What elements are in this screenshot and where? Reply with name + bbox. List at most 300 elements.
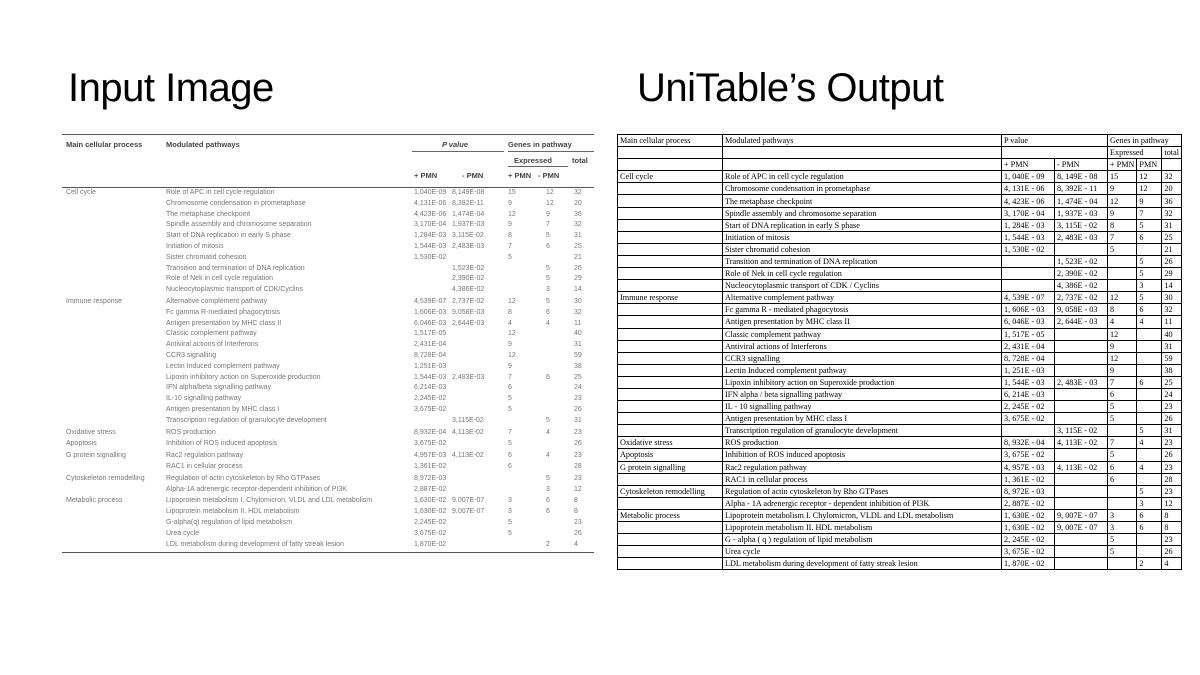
input-total-cell: 24 — [574, 384, 582, 392]
output-table-row — [618, 352, 1182, 364]
output-total-cell: 25 — [1162, 376, 1182, 388]
input-table-row — [62, 231, 594, 242]
output-table-row — [618, 509, 1182, 521]
output-pathway-cell: G - alpha ( q ) regulation of lipid metabolism — [723, 534, 1002, 546]
output-header-modulated: Modulated pathways — [723, 135, 1002, 147]
input-minus-pmn-pvalue-cell: 3,115E-02 — [452, 416, 484, 424]
output-pathway-cell: ROS production — [723, 437, 1002, 449]
input-plus-pmn-genes-cell: 7 — [508, 373, 512, 381]
output-pathway-cell: The metaphase checkpoint — [723, 195, 1002, 207]
input-pathway-cell: Transition and termination of DNA replication — [166, 264, 305, 272]
output-total-cell: 40 — [1162, 328, 1182, 340]
input-plus-pmn-pvalue-cell: 2,245E-02 — [414, 518, 447, 526]
input-header-plus-pmn-genes: + PMN — [508, 171, 532, 180]
input-plus-pmn-genes-cell: 12 — [508, 351, 516, 359]
output-pathway-cell: Classic complement pathway — [723, 328, 1002, 340]
input-minus-pmn-pvalue-cell: 1,474E-04 — [452, 210, 485, 218]
input-minus-pmn-genes-cell: 6 — [546, 308, 550, 316]
output-process-cell — [618, 352, 723, 364]
input-table-row — [62, 188, 594, 199]
output-pathway-cell: Chromosome condensation in prometaphase — [723, 183, 1002, 195]
output-plus-pmn-genes-cell: 6 — [1108, 473, 1137, 485]
output-table-row — [618, 546, 1182, 558]
output-minus-pmn-genes-cell — [1137, 534, 1162, 546]
output-minus-pmn-genes-cell: 5 — [1137, 292, 1162, 304]
output-minus-pmn-genes-cell: 12 — [1137, 183, 1162, 195]
output-minus-pmn-pvalue-cell: 8, 149E - 08 — [1055, 171, 1108, 183]
input-table-row — [62, 428, 594, 439]
output-total-cell: 26 — [1162, 546, 1182, 558]
input-table-row — [62, 319, 594, 330]
input-plus-pmn-pvalue-cell: 8,932E-04 — [414, 428, 447, 436]
output-minus-pmn-genes-cell — [1137, 449, 1162, 461]
output-pathway-cell: Role of APC in cell cycle regulation — [723, 171, 1002, 183]
input-minus-pmn-pvalue-cell: 9,007E-07 — [452, 508, 485, 516]
output-plus-pmn-genes-cell: 6 — [1108, 461, 1137, 473]
output-plus-pmn-pvalue-cell: 2, 431E - 04 — [1002, 340, 1055, 352]
output-total-cell: 26 — [1162, 449, 1182, 461]
output-total-cell: 24 — [1162, 388, 1182, 400]
input-plus-pmn-genes-cell: 9 — [508, 199, 512, 207]
output-total-cell: 32 — [1162, 171, 1182, 183]
output-minus-pmn-genes-cell — [1137, 413, 1162, 425]
output-minus-pmn-pvalue-cell: 3, 115E - 02 — [1055, 425, 1108, 437]
output-minus-pmn-pvalue-cell — [1055, 364, 1108, 376]
output-total-cell: 26 — [1162, 413, 1182, 425]
output-process-cell — [618, 522, 723, 534]
input-header-rule-genes — [508, 151, 594, 152]
output-process-cell: Metabolic process — [618, 509, 723, 521]
output-minus-pmn-genes-cell: 6 — [1137, 509, 1162, 521]
output-header-main-process: Main cellular process — [618, 135, 723, 147]
input-pathway-cell: Initiation of mitosis — [166, 242, 224, 250]
input-minus-pmn-genes-cell: 5 — [546, 416, 550, 424]
input-total-cell: 20 — [574, 199, 582, 207]
output-minus-pmn-genes-cell: 4 — [1137, 316, 1162, 328]
output-pathway-cell: Rac2 regulation pathway — [723, 461, 1002, 473]
input-pathway-cell: IL-10 signalling pathway — [166, 395, 242, 403]
input-plus-pmn-pvalue-cell: 2,431E-04 — [414, 341, 447, 349]
input-header-minus-pmn: - PMN — [462, 171, 484, 180]
input-total-cell: 59 — [574, 351, 582, 359]
output-plus-pmn-genes-cell: 5 — [1108, 413, 1137, 425]
output-pathway-cell: CCR3 signalling — [723, 352, 1002, 364]
output-total-cell: 8 — [1162, 509, 1182, 521]
input-table-row — [62, 362, 594, 373]
input-total-cell: 31 — [574, 341, 582, 349]
output-pathway-cell: Initiation of mitosis — [723, 231, 1002, 243]
unitable-output-heading: UniTable’s Output — [637, 66, 944, 110]
output-minus-pmn-genes-cell: 5 — [1137, 219, 1162, 231]
input-plus-pmn-pvalue-cell: 1,361E-02 — [414, 462, 447, 470]
input-table-row — [62, 220, 594, 231]
input-plus-pmn-genes-cell: 5 — [508, 253, 512, 261]
input-plus-pmn-pvalue-cell: 1,284E-03 — [414, 232, 447, 240]
output-plus-pmn-pvalue-cell: 6, 046E - 03 — [1002, 316, 1055, 328]
input-table-bottom-rule — [62, 552, 594, 553]
output-table-row — [618, 534, 1182, 546]
output-minus-pmn-pvalue-cell: 4, 386E - 02 — [1055, 280, 1108, 292]
input-total-cell: 30 — [574, 297, 582, 305]
input-minus-pmn-pvalue-cell: 2,483E-03 — [452, 373, 485, 381]
output-process-cell — [618, 558, 723, 570]
output-total-cell: 31 — [1162, 425, 1182, 437]
input-pathway-cell: Lectin Induced complement pathway — [166, 362, 280, 370]
output-process-cell — [618, 534, 723, 546]
output-plus-pmn-genes-cell — [1108, 425, 1137, 437]
input-total-cell: 29 — [574, 275, 582, 283]
output-header-plus-pmn-genes: + PMN — [1108, 159, 1137, 171]
output-plus-pmn-pvalue-cell: 2, 887E - 02 — [1002, 497, 1055, 509]
input-total-cell: 26 — [574, 529, 582, 537]
input-plus-pmn-pvalue-cell: 1,517E-05 — [414, 330, 447, 338]
input-minus-pmn-pvalue-cell: 4,113E-02 — [452, 428, 484, 436]
input-table-row — [62, 474, 594, 485]
input-pathway-cell: G-alpha(q) regulation of lipid metabolism — [166, 518, 293, 526]
output-header-row-1 — [618, 135, 1182, 147]
input-minus-pmn-pvalue-cell: 8,392E-11 — [452, 199, 484, 207]
input-minus-pmn-genes-cell: 3 — [546, 286, 550, 294]
output-header-genes: Genes in pathway — [1108, 135, 1182, 147]
output-process-cell — [618, 328, 723, 340]
input-minus-pmn-pvalue-cell: 2,390E-02 — [452, 275, 485, 283]
input-pathway-cell: Lipoprotein metabolism I. Chylomicron, VLDL and LDL metabolism — [166, 497, 373, 505]
output-minus-pmn-pvalue-cell — [1055, 534, 1108, 546]
output-table-row — [618, 207, 1182, 219]
input-total-cell: 28 — [574, 462, 582, 470]
output-table-row — [618, 364, 1182, 376]
output-plus-pmn-genes-cell: 5 — [1108, 546, 1137, 558]
output-plus-pmn-pvalue-cell: 3, 675E - 02 — [1002, 546, 1055, 558]
input-image-heading: Input Image — [68, 66, 274, 110]
output-plus-pmn-pvalue-cell: 1, 630E - 02 — [1002, 522, 1055, 534]
output-total-cell: 23 — [1162, 437, 1182, 449]
output-process-cell — [618, 388, 723, 400]
output-table-row — [618, 449, 1182, 461]
output-process-cell: G protein signalling — [618, 461, 723, 473]
output-minus-pmn-pvalue-cell — [1055, 340, 1108, 352]
output-total-cell: 32 — [1162, 207, 1182, 219]
input-plus-pmn-genes-cell: 12 — [508, 330, 516, 338]
output-total-cell: 25 — [1162, 231, 1182, 243]
output-table-row — [618, 340, 1182, 352]
output-total-cell: 21 — [1162, 243, 1182, 255]
output-table-row — [618, 316, 1182, 328]
input-total-cell: 8 — [574, 497, 578, 505]
output-minus-pmn-pvalue-cell: 2, 737E - 02 — [1055, 292, 1108, 304]
output-total-cell: 23 — [1162, 461, 1182, 473]
input-plus-pmn-pvalue-cell: 1,530E-02 — [414, 253, 447, 261]
input-process-cell: Immune response — [66, 297, 123, 305]
output-pathway-cell: Regulation of actin cytoskeleton by Rho GTPases — [723, 485, 1002, 497]
output-plus-pmn-genes-cell: 12 — [1108, 352, 1137, 364]
output-process-cell — [618, 231, 723, 243]
input-table-row — [62, 394, 594, 405]
input-plus-pmn-genes-cell: 6 — [508, 384, 512, 392]
output-pathway-cell: Antigen presentation by MHC class II — [723, 316, 1002, 328]
output-minus-pmn-genes-cell — [1137, 473, 1162, 485]
input-pathway-cell: Alternative complement pathway — [166, 297, 268, 305]
output-plus-pmn-genes-cell — [1108, 558, 1137, 570]
output-plus-pmn-genes-cell: 4 — [1108, 316, 1137, 328]
output-table-row — [618, 268, 1182, 280]
output-table-row — [618, 485, 1182, 497]
output-plus-pmn-pvalue-cell — [1002, 255, 1055, 267]
output-header-blank — [618, 147, 723, 159]
output-minus-pmn-pvalue-cell: 4, 113E - 02 — [1055, 461, 1108, 473]
input-plus-pmn-genes-cell: 9 — [508, 362, 512, 370]
input-plus-pmn-pvalue-cell: 1,606E-03 — [414, 308, 447, 316]
input-total-cell: 11 — [574, 319, 582, 327]
input-total-cell: 23 — [574, 518, 582, 526]
input-pathway-cell: Transcription regulation of granulocyte development — [166, 416, 327, 424]
input-minus-pmn-pvalue-cell: 2,483E-03 — [452, 242, 485, 250]
input-plus-pmn-genes-cell: 5 — [508, 395, 512, 403]
input-header-total: total — [572, 156, 588, 165]
input-minus-pmn-genes-cell: 5 — [546, 264, 550, 272]
output-plus-pmn-pvalue-cell: 3, 170E - 04 — [1002, 207, 1055, 219]
input-minus-pmn-genes-cell: 3 — [546, 485, 550, 493]
input-total-cell: 32 — [574, 189, 582, 196]
output-plus-pmn-genes-cell: 7 — [1108, 376, 1137, 388]
input-total-cell: 31 — [574, 416, 582, 424]
input-minus-pmn-pvalue-cell: 3,115E-02 — [452, 232, 484, 240]
input-minus-pmn-pvalue-cell: 4,113E-02 — [452, 452, 484, 460]
output-table-row — [618, 522, 1182, 534]
input-image-table — [62, 134, 594, 553]
input-pathway-cell: IFN alpha/beta signalling pathway — [166, 384, 272, 392]
output-total-cell: 29 — [1162, 268, 1182, 280]
output-process-cell — [618, 207, 723, 219]
output-plus-pmn-pvalue-cell: 1, 251E - 03 — [1002, 364, 1055, 376]
output-plus-pmn-pvalue-cell: 3, 675E - 02 — [1002, 413, 1055, 425]
output-minus-pmn-genes-cell — [1137, 364, 1162, 376]
input-plus-pmn-genes-cell: 5 — [508, 440, 512, 448]
output-plus-pmn-genes-cell: 12 — [1108, 195, 1137, 207]
output-plus-pmn-pvalue-cell: 6, 214E - 03 — [1002, 388, 1055, 400]
input-plus-pmn-pvalue-cell: 1,630E-02 — [414, 497, 447, 505]
input-minus-pmn-pvalue-cell: 1,523E-02 — [452, 264, 485, 272]
input-header-p-value: P value — [442, 140, 468, 149]
output-minus-pmn-pvalue-cell: 2, 644E - 03 — [1055, 316, 1108, 328]
output-minus-pmn-genes-cell: 3 — [1137, 280, 1162, 292]
output-minus-pmn-pvalue-cell — [1055, 546, 1108, 558]
output-header-expressed: Expressed — [1108, 147, 1162, 159]
input-plus-pmn-pvalue-cell: 8,728E-04 — [414, 351, 447, 359]
input-minus-pmn-genes-cell: 5 — [546, 474, 550, 482]
output-process-cell: Immune response — [618, 292, 723, 304]
output-process-cell — [618, 364, 723, 376]
output-header-blank — [618, 159, 723, 171]
input-table-row — [62, 264, 594, 275]
output-total-cell: 23 — [1162, 401, 1182, 413]
output-table-row — [618, 425, 1182, 437]
output-process-cell — [618, 340, 723, 352]
input-minus-pmn-genes-cell: 9 — [546, 210, 550, 218]
output-plus-pmn-pvalue-cell: 1, 040E - 09 — [1002, 171, 1055, 183]
output-plus-pmn-genes-cell: 7 — [1108, 231, 1137, 243]
output-plus-pmn-genes-cell: 12 — [1108, 328, 1137, 340]
output-pathway-cell: Transcription regulation of granulocyte development — [723, 425, 1002, 437]
output-process-cell — [618, 183, 723, 195]
output-minus-pmn-genes-cell: 4 — [1137, 437, 1162, 449]
output-total-cell: 31 — [1162, 340, 1182, 352]
output-table-row — [618, 437, 1182, 449]
output-table-row — [618, 558, 1182, 570]
output-minus-pmn-genes-cell: 6 — [1137, 522, 1162, 534]
input-header-modulated: Modulated pathways — [166, 140, 240, 149]
input-process-cell: Oxidative stress — [66, 428, 116, 436]
input-table-row — [62, 485, 594, 496]
input-plus-pmn-pvalue-cell: 8,972E-03 — [414, 474, 447, 482]
input-plus-pmn-pvalue-cell: 2,887E-02 — [414, 485, 447, 493]
input-minus-pmn-genes-cell: 5 — [546, 297, 550, 305]
input-plus-pmn-genes-cell: 15 — [508, 189, 516, 196]
input-table-row — [62, 529, 594, 540]
input-minus-pmn-genes-cell: 4 — [546, 452, 550, 460]
output-process-cell — [618, 413, 723, 425]
input-total-cell: 23 — [574, 395, 582, 403]
input-plus-pmn-pvalue-cell: 3,170E-04 — [414, 221, 447, 229]
output-minus-pmn-pvalue-cell: 1, 474E - 04 — [1055, 195, 1108, 207]
input-minus-pmn-genes-cell: 6 — [546, 242, 550, 250]
output-table-row — [618, 219, 1182, 231]
input-plus-pmn-genes-cell: 12 — [508, 297, 516, 305]
input-minus-pmn-genes-cell: 5 — [546, 275, 550, 283]
output-total-cell: 28 — [1162, 473, 1182, 485]
input-minus-pmn-genes-cell: 2 — [546, 540, 550, 548]
input-table-row — [62, 242, 594, 253]
output-minus-pmn-genes-cell: 2 — [1137, 558, 1162, 570]
input-pathway-cell: Role of Nek in cell cycle regulation — [166, 275, 273, 283]
output-table-row — [618, 243, 1182, 255]
output-plus-pmn-genes-cell: 7 — [1108, 437, 1137, 449]
output-process-cell — [618, 243, 723, 255]
input-total-cell: 32 — [574, 221, 582, 229]
output-header-row-3 — [618, 159, 1182, 171]
output-header-p-value: P value — [1002, 135, 1108, 147]
input-pathway-cell: Lipoxin inhibitory action on Superoxide production — [166, 373, 321, 381]
input-total-cell: 23 — [574, 474, 582, 482]
input-plus-pmn-pvalue-cell: 3,675E-02 — [414, 440, 447, 448]
output-table-row — [618, 497, 1182, 509]
input-minus-pmn-pvalue-cell: 8,149E-08 — [452, 189, 485, 196]
output-minus-pmn-pvalue-cell — [1055, 413, 1108, 425]
input-table-row — [62, 540, 594, 551]
input-minus-pmn-genes-cell: 6 — [546, 373, 550, 381]
output-minus-pmn-pvalue-cell — [1055, 243, 1108, 255]
output-plus-pmn-genes-cell: 9 — [1108, 183, 1137, 195]
output-header-total: total — [1162, 147, 1182, 159]
input-total-cell: 8 — [574, 508, 578, 516]
output-total-cell: 14 — [1162, 280, 1182, 292]
output-minus-pmn-pvalue-cell: 4, 113E - 02 — [1055, 437, 1108, 449]
output-plus-pmn-genes-cell: 5 — [1108, 534, 1137, 546]
output-process-cell — [618, 401, 723, 413]
output-table-row — [618, 376, 1182, 388]
output-plus-pmn-genes-cell: 5 — [1108, 243, 1137, 255]
input-plus-pmn-genes-cell: 9 — [508, 221, 512, 229]
input-table-row — [62, 507, 594, 518]
output-table-row — [618, 292, 1182, 304]
input-plus-pmn-pvalue-cell: 4,423E-06 — [414, 210, 447, 218]
input-total-cell: 31 — [574, 232, 582, 240]
output-minus-pmn-pvalue-cell — [1055, 401, 1108, 413]
input-minus-pmn-pvalue-cell: 4,386E-02 — [452, 286, 485, 294]
input-header-genes: Genes in pathway — [508, 140, 572, 149]
input-pathway-cell: Alpha-1A adrenergic receptor-dependent inhibition of PI3K — [166, 485, 347, 493]
output-minus-pmn-genes-cell — [1137, 352, 1162, 364]
output-minus-pmn-pvalue-cell: 2, 483E - 03 — [1055, 231, 1108, 243]
output-minus-pmn-pvalue-cell: 2, 390E - 02 — [1055, 268, 1108, 280]
output-process-cell — [618, 268, 723, 280]
output-pathway-cell: Nucleocytoplasmic transport of CDK / Cyclins — [723, 280, 1002, 292]
output-minus-pmn-pvalue-cell: 9, 007E - 07 — [1055, 522, 1108, 534]
output-table-row — [618, 388, 1182, 400]
output-table-body — [618, 135, 1182, 570]
input-table-header — [62, 134, 594, 188]
input-minus-pmn-genes-cell: 6 — [546, 497, 550, 505]
output-pathway-cell: Lipoxin inhibitory action on Superoxide production — [723, 376, 1002, 388]
output-process-cell — [618, 255, 723, 267]
input-table-row — [62, 405, 594, 416]
input-plus-pmn-pvalue-cell: 1,630E-02 — [414, 508, 447, 516]
output-total-cell: 23 — [1162, 485, 1182, 497]
unitable-output-table — [617, 134, 1182, 570]
input-minus-pmn-pvalue-cell: 9,007E-07 — [452, 497, 485, 505]
input-plus-pmn-pvalue-cell: 6,214E-03 — [414, 384, 447, 392]
input-minus-pmn-genes-cell: 12 — [546, 189, 554, 196]
output-plus-pmn-genes-cell: 3 — [1108, 522, 1137, 534]
input-plus-pmn-pvalue-cell: 1,251E-03 — [414, 362, 447, 370]
output-process-cell — [618, 376, 723, 388]
output-table-row — [618, 280, 1182, 292]
output-process-cell — [618, 195, 723, 207]
output-pathway-cell: Alternative complement pathway — [723, 292, 1002, 304]
input-plus-pmn-pvalue-cell: 1,544E-03 — [414, 373, 447, 381]
input-plus-pmn-genes-cell: 5 — [508, 529, 512, 537]
output-plus-pmn-genes-cell: 5 — [1108, 449, 1137, 461]
output-minus-pmn-genes-cell: 5 — [1137, 268, 1162, 280]
output-pathway-cell: Fc gamma R - mediated phagocytosis — [723, 304, 1002, 316]
output-minus-pmn-pvalue-cell — [1055, 388, 1108, 400]
output-process-cell — [618, 304, 723, 316]
output-total-cell: 59 — [1162, 352, 1182, 364]
input-table-body — [62, 188, 594, 550]
input-plus-pmn-genes-cell: 7 — [508, 428, 512, 436]
input-header-main-process: Main cellular process — [66, 140, 143, 149]
input-minus-pmn-pvalue-cell: 2,644E-03 — [452, 319, 485, 327]
output-minus-pmn-pvalue-cell — [1055, 352, 1108, 364]
input-table-row — [62, 439, 594, 450]
input-minus-pmn-pvalue-cell: 1,937E-03 — [452, 221, 485, 229]
output-plus-pmn-genes-cell: 8 — [1108, 304, 1137, 316]
output-minus-pmn-genes-cell: 3 — [1137, 497, 1162, 509]
output-process-cell — [618, 280, 723, 292]
output-minus-pmn-pvalue-cell — [1055, 449, 1108, 461]
input-plus-pmn-genes-cell: 3 — [508, 497, 512, 505]
output-minus-pmn-pvalue-cell: 9, 007E - 07 — [1055, 509, 1108, 521]
output-plus-pmn-pvalue-cell: 1, 630E - 02 — [1002, 509, 1055, 521]
input-table-row — [62, 462, 594, 473]
output-process-cell — [618, 425, 723, 437]
output-total-cell: 36 — [1162, 195, 1182, 207]
input-minus-pmn-genes-cell: 5 — [546, 232, 550, 240]
input-minus-pmn-pvalue-cell: 2,737E-02 — [452, 297, 485, 305]
output-table-row — [618, 255, 1182, 267]
output-pathway-cell: IFN alpha / beta signalling pathway — [723, 388, 1002, 400]
output-minus-pmn-pvalue-cell: 8, 392E - 11 — [1055, 183, 1108, 195]
